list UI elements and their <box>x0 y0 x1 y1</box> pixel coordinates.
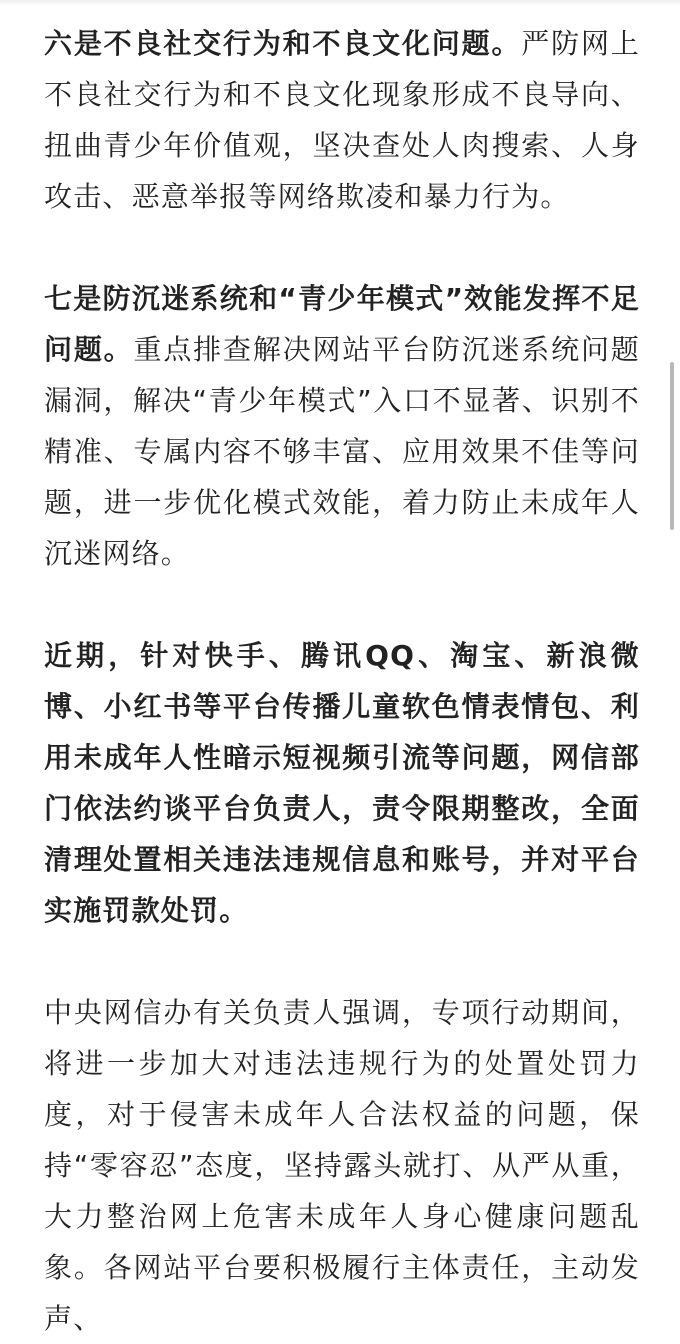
paragraph-seven-anti-addiction <box>44 273 640 579</box>
paragraph-lead: 六是不良社交行为和不良文化问题。 <box>44 27 522 60</box>
article-body <box>44 18 640 1344</box>
paragraph-six-social-behavior <box>44 18 640 222</box>
paragraph-official-statement <box>44 987 640 1344</box>
top-edge <box>0 0 680 6</box>
paragraph-strong-text: 近期，针对快手、腾讯QQ、淘宝、新浪微博、小红书等平台传播儿童软色情表情包、利用未成年人性暗示短视频引流等问题，网信部门依法约谈平台负责人，责令限期整改，全面清理处置相关违法违规信息和账号，并对平台实施罚款处罚。 <box>44 639 640 927</box>
paragraph-recent-actions <box>44 630 640 936</box>
scrollbar-thumb[interactable] <box>670 362 674 530</box>
paragraph-lead: 七是防沉迷系统和“青少年模式”效能发挥不足问题。 <box>44 282 640 366</box>
paragraph-text: 中央网信办有关负责人强调，专项行动期间，将进一步加大对违法违规行为的处置处罚力度，对于侵害未成年人合法权益的问题，保持“零容忍”态度，坚持露头就打、从严从重，大力整治网上危害未成年人身心健康问题乱象。各网站平台要积极履行主体责任，主动发声、 <box>44 996 640 1335</box>
paragraph-text: 重点排查解决网站平台防沉迷系统问题漏洞，解决“青少年模式”入口不显著、识别不精准、专属内容不够丰富、应用效果不佳等问题，进一步优化模式效能，着力防止未成年人沉迷网络。 <box>44 333 640 570</box>
paragraph-text: 严防网上不良社交行为和不良文化现象形成不良导向、扭曲青少年价值观，坚决查处人肉搜索、人身攻击、恶意举报等网络欺凌和暴力行为。 <box>44 27 640 213</box>
